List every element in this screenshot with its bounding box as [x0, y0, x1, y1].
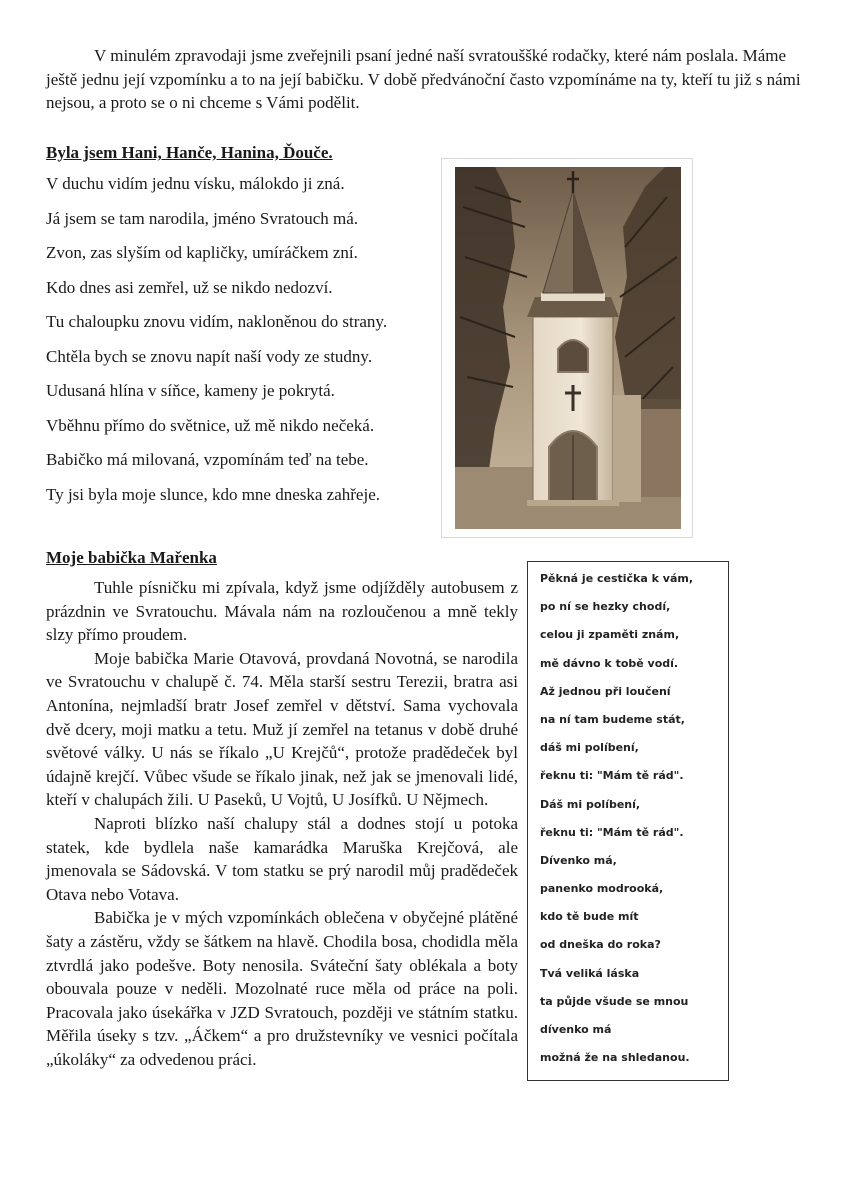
poem-line: Udusaná hlína v síňce, kameny je pokrytá. — [46, 381, 335, 400]
article-paragraph: Naproti blízko naší chalupy stál a dodnes stojí u potoka statek, kde bydlela naše kamarádka Maruška Krejčová, ale jmenovala se Sádovská. V tom statku se prý narodil můj pradědeček Otava nebo Votava. — [46, 813, 518, 904]
song-line: dívenko má — [540, 1023, 612, 1036]
song-line: Dívenko má, — [540, 853, 617, 867]
poem-line: Zvon, zas slyším od kapličky, umíráčkem zní. — [46, 243, 358, 262]
song-line: po ní se hezky chodí, — [540, 600, 671, 614]
song-lyrics — [540, 570, 718, 1077]
song-line: panenko modrooká, — [540, 882, 664, 896]
song-line: celou ji zpaměti znám, — [540, 628, 680, 642]
song-line: od dneška do roka? — [540, 938, 661, 952]
song-line: řeknu ti: "Mám tě rád". — [540, 825, 684, 839]
article-paragraph: Babička je v mých vzpomínkách oblečena v obyčejné plátěné šaty a zástěru, vždy se šátkem na hlavě. Chodila bosa, chodidla měla ztvrdlá jako podešve. Boty nenosila. Sváteční šaty oblékala a boty obouvala pouze v neděli. Mozolnaté ruce měla od práce na poli. Pracovala jako úsekářka v JZD Svratouch, později ve státním statku. Měřila úseky s tzv. „Áčkem“ a pro družstevníky ve vesnici počítala „úkoláky“ za odvedenou práci. — [46, 908, 518, 1069]
poem-line: Tu chaloupku znovu vidím, nakloněnou do strany. — [46, 312, 388, 331]
chapel-photo-image — [455, 167, 681, 529]
article-paragraph: Tuhle písničku mi zpívala, když jsme odjížděly autobusem z prázdnin ve Svratouchu. Mávala nám na rozloučenou a mně tekly slzy přímo proudem. — [46, 578, 518, 645]
intro-paragraph — [46, 44, 806, 115]
article-paragraph: Moje babička Marie Otavová, provdaná Novotná, se narodila ve Svratouchu v chalupě č. 74. Měla starší sestru Terezii, bratra asi Antonína, nejmladší bratr Josef zemřel v dětství. Sama vychovala dvě dcery, moji matku a tetu. Muž jí zemřel na tetanus v době druhé světové války. U nás se říkalo „U Krejčů“, protože pradědeček byl údajně krejčí. Vůbec všude se říkalo jinak, než jak se jmenovali lidé, kteří v chalupách žili. U Paseků, U Vojtů, U Josífků. U Nějmech. — [46, 648, 518, 810]
song-line: Pěkná je cestička k vám, — [540, 572, 694, 585]
song-line: řeknu ti: "Mám tě rád". — [540, 769, 684, 783]
article-body — [46, 576, 518, 1071]
poem-line: Kdo dnes asi zemřel, už se nikdo nedozví. — [46, 277, 333, 297]
poem — [46, 172, 436, 517]
poem-line: Vběhnu přímo do světnice, už mě nikdo nečeká. — [46, 415, 375, 435]
song-line: dáš mi políbení, — [540, 741, 639, 755]
poem-line: Ty jsi byla moje slunce, kdo mne dneska zahřeje. — [46, 484, 380, 504]
song-line: kdo tě bude mít — [540, 910, 639, 924]
song-lyrics-box — [527, 561, 729, 1081]
song-line: možná že na shledanou. — [540, 1051, 690, 1065]
poem-line: Já jsem se tam narodila, jméno Svratouch má. — [46, 208, 359, 228]
article-title: Moje babička Mařenka — [46, 548, 217, 567]
poem-line: Chtěla bych se znovu napít naší vody ze studny. — [46, 346, 373, 366]
song-line: Dáš mi políbení, — [540, 797, 641, 811]
song-line: Tvá veliká láska — [540, 966, 640, 980]
song-line: na ní tam budeme stát, — [540, 712, 685, 726]
song-line: mě dávno k tobě vodí. — [540, 656, 679, 670]
song-line: ta půjde všude se mnou — [540, 994, 689, 1008]
intro-text: V minulém zpravodaji jsme zveřejnili psaní jedné naší svratouššké rodačky, které nám poslala. Máme ještě jednu její vzpomínku a to na její babičku. V době předvánoční často vzpomínáme na ty, kteří tu již s námi nejsou, a proto se o ni chceme s Vámi podělit. — [46, 46, 801, 112]
poem-line: V duchu vidím jednu vísku, málokdo ji zná. — [46, 174, 345, 193]
chapel-photo — [441, 158, 693, 538]
poem-title: Byla jsem Hani, Hanče, Hanina, Ďouče. — [46, 143, 333, 162]
song-line: Až jednou při loučení — [540, 684, 671, 698]
poem-line: Babičko má milovaná, vzpomínám teď na tebe. — [46, 450, 369, 469]
